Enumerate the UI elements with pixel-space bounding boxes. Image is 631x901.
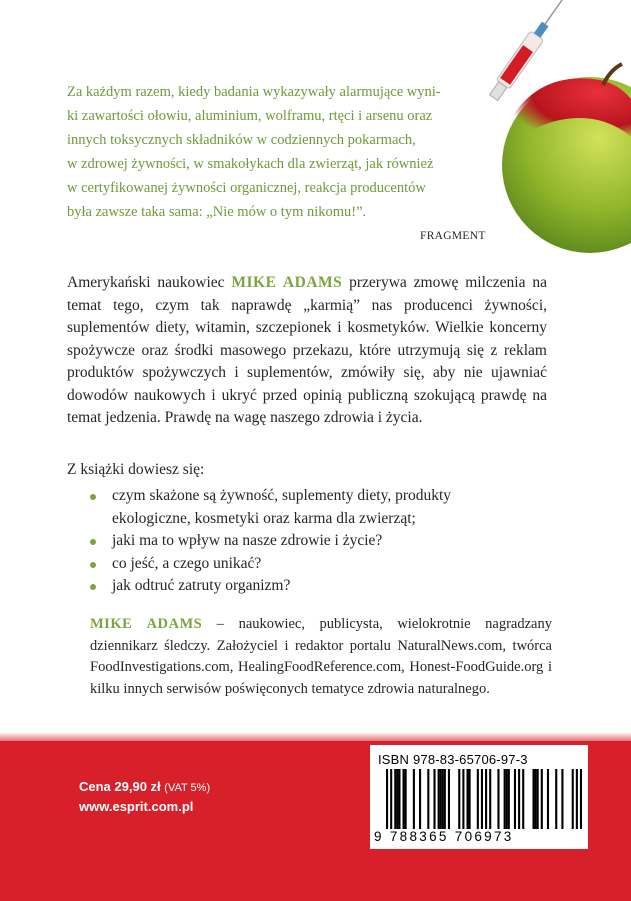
- barcode-bar: [398, 769, 400, 829]
- price-label: [79, 779, 210, 794]
- quote-line: była zawsze taka sama: „Nie mów o tym nikomu!”.: [67, 204, 367, 220]
- barcode-bar: [518, 769, 520, 829]
- description-text: przerywa zmowę milczenia na temat tego, czym tak naprawdę „karmią” nas producenci żywności, suplementów diety, witamin, szczepionek i kosmetyków. Wielkie koncerny spożywcze oraz środki masowego przekazu, które utrzymują się z reklam produktów spożywczych i suplementów, zmówiły się, aby nie ujawniać dowodów naukowych i ukryć przed opinią publiczną szokującą prawdę na temat jedzenia. Prawdę na wagę naszego zdrowia i życia.: [67, 274, 547, 426]
- barcode-bar: [555, 769, 557, 829]
- barcode-bar: [547, 769, 549, 829]
- barcode-bar: [427, 769, 429, 829]
- price-text: Cena 29,90 zł: [79, 779, 161, 794]
- barcode-bar: [433, 769, 435, 829]
- barcode-bar: [442, 769, 444, 829]
- list-item-text: co jeść, a czego unikać?: [112, 554, 262, 572]
- barcode-bar: [469, 769, 471, 829]
- barcode-bar: [438, 769, 440, 829]
- quote-line: ki zawartości ołowiu, aluminium, wolframu, rtęci i arsenu oraz: [67, 108, 433, 124]
- list-item-text: jak odtruć zatruty organizm?: [112, 577, 291, 594]
- barcode-bar: [394, 769, 396, 829]
- learn-heading: Z książki dowiesz się:: [67, 461, 205, 478]
- barcode-bar: [489, 769, 491, 829]
- learn-list: [90, 485, 510, 598]
- barcode-bar: [485, 769, 487, 829]
- bullet-icon: [90, 539, 96, 545]
- author-name: MIKE ADAMS: [231, 274, 343, 291]
- apple-syringe-illustration: [470, 0, 631, 255]
- quote-block: [67, 80, 487, 224]
- barcode-bar: [444, 769, 446, 829]
- barcode-bar: [481, 769, 483, 829]
- barcode-bar: [537, 769, 539, 829]
- bio-text: – naukowiec, publicysta, wielokrotnie nagradzany dziennikarz śledczy. Założyciel i redaktor portalu NaturalNews.com, twórca FoodInvestigations.com, HealingFoodReference.com, Honest-FoodGuide.org i kilku innych serwisów poświęconych tematyce zdrowia naturalnego.: [90, 616, 552, 697]
- quote-line: Za każdym razem, kiedy badania wykazywały alarmujące wyni-: [67, 84, 441, 100]
- barcode-bar: [396, 769, 398, 829]
- fragment-label: FRAGMENT: [420, 230, 486, 242]
- barcode-bar: [419, 769, 421, 829]
- barcode-bar: [477, 769, 479, 829]
- book-description: [67, 272, 547, 430]
- list-item: [90, 575, 510, 598]
- quote-line: w zdrowej żywności, w smakołykach dla zwierząt, jak również: [67, 156, 434, 172]
- barcode-bar: [440, 769, 442, 829]
- barcode-bar: [522, 769, 524, 829]
- barcode-bar: [466, 769, 468, 829]
- bullet-icon: [90, 584, 96, 590]
- quote-line: w certyfikowanej żywności organicznej, reakcja producentów: [67, 180, 426, 196]
- author-name: MIKE ADAMS: [90, 616, 203, 632]
- barcode-bar: [504, 769, 506, 829]
- barcode-bar: [462, 769, 464, 829]
- vat-text: (VAT 5%): [164, 782, 211, 794]
- publisher-website: www.esprit.com.pl: [79, 799, 194, 814]
- barcode-bar: [532, 769, 534, 829]
- barcode-bar: [413, 769, 415, 829]
- isbn-text: ISBN 978-83-65706-97-3: [378, 752, 528, 767]
- barcode-bar: [405, 769, 407, 829]
- barcode-bar: [541, 769, 543, 829]
- barcode-bar: [390, 769, 392, 829]
- barcode-bar: [572, 769, 574, 829]
- barcode-bar: [576, 769, 578, 829]
- description-lead: Amerykański naukowiec: [67, 274, 232, 291]
- bullet-icon: [90, 562, 96, 568]
- list-item: [90, 530, 510, 553]
- barcode-bar: [386, 769, 388, 829]
- barcode-bar: [514, 769, 516, 829]
- barcode-bar: [506, 769, 508, 829]
- barcode-bar: [448, 769, 450, 829]
- barcode-bar: [535, 769, 537, 829]
- barcode-bar: [508, 769, 510, 829]
- quote-line: innych toksycznych składników w codziennych pokarmach,: [67, 132, 416, 148]
- author-bio: [90, 614, 552, 700]
- barcode-bar: [497, 769, 499, 829]
- barcode-digits: 9 788365 706973: [374, 829, 514, 844]
- list-item: [90, 553, 510, 576]
- list-item-text: jaki ma to wpływ na nasze zdrowie i życie?: [112, 532, 383, 549]
- bullet-icon: [90, 494, 96, 500]
- barcode-bars: [386, 769, 582, 829]
- barcode-bar: [561, 769, 563, 829]
- barcode-bar: [580, 769, 582, 829]
- list-item-text: czym skażone są żywność, suplementy diety, produkty ekologiczne, kosmetyki oraz karma dla zwierząt;: [112, 487, 452, 527]
- barcode-bar: [403, 769, 405, 829]
- list-item: [90, 485, 510, 530]
- barcode-bar: [458, 769, 460, 829]
